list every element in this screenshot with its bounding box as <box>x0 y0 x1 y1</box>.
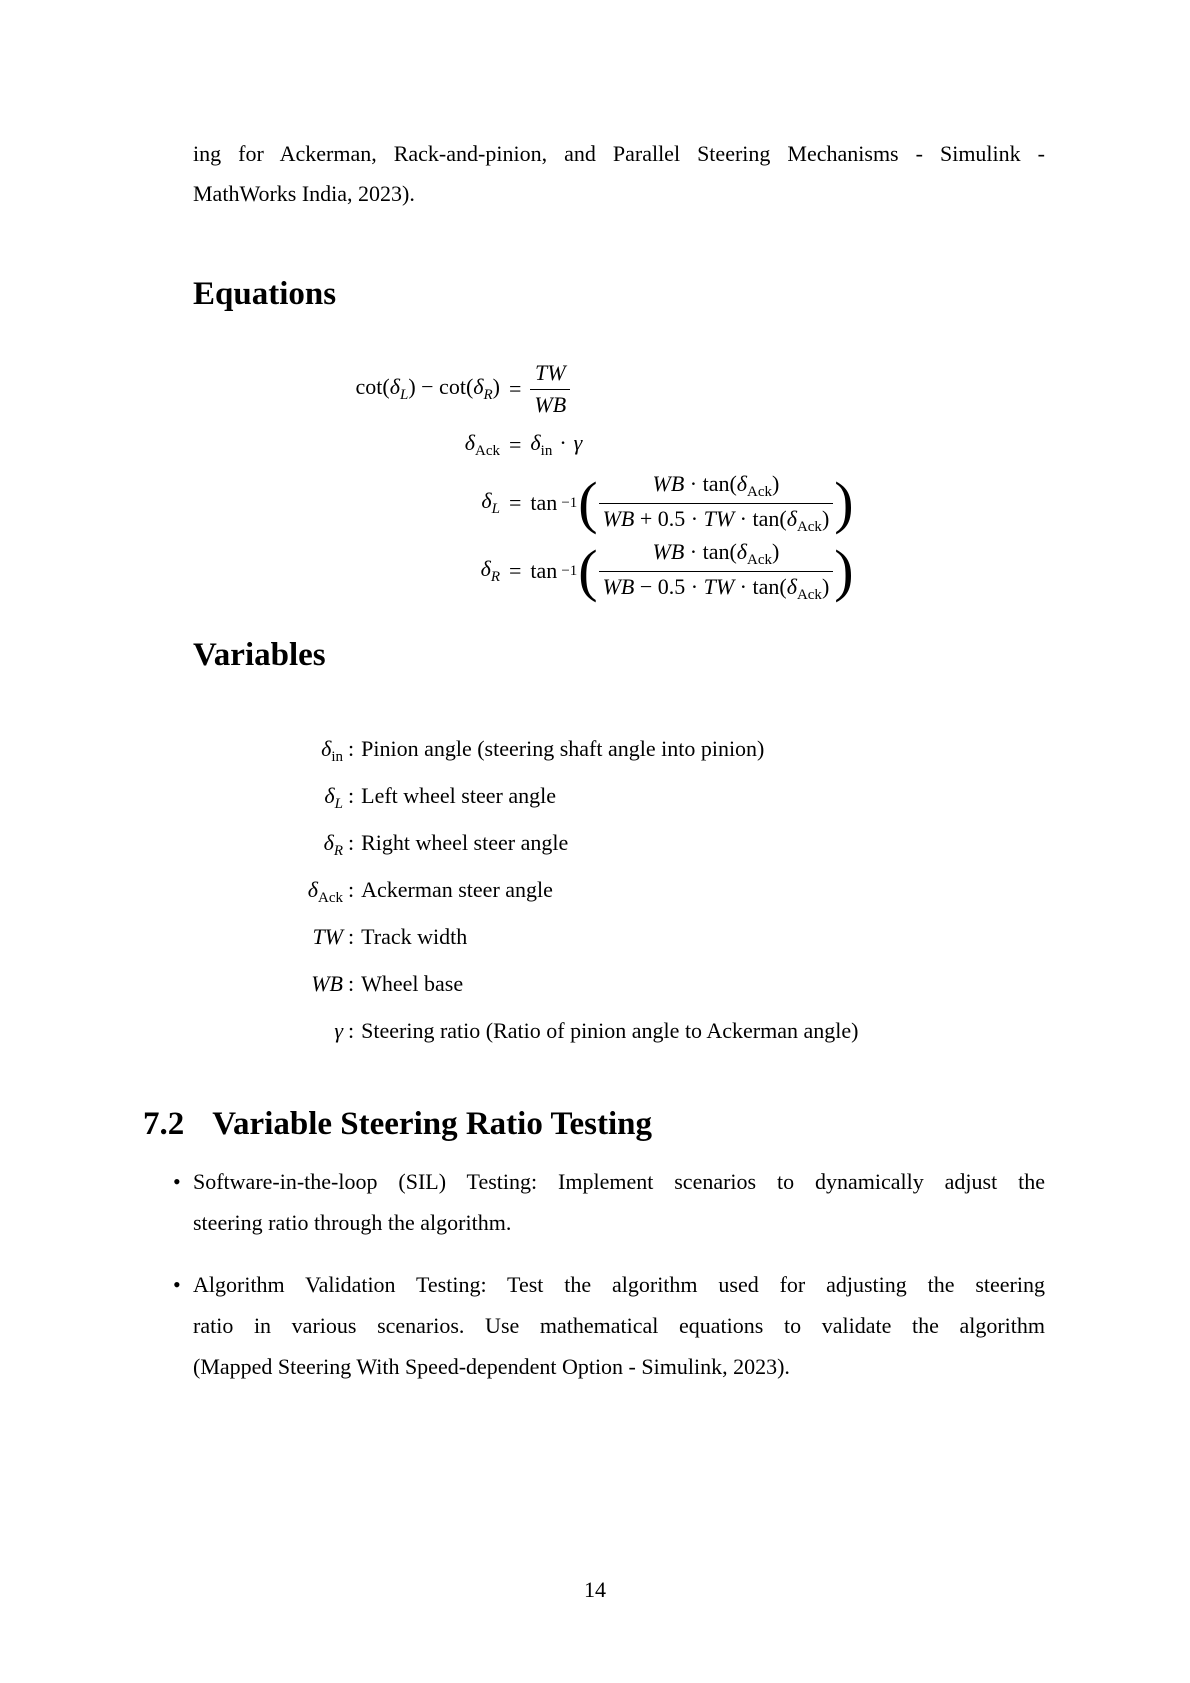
variable-row-track-width: TW : Track width <box>193 913 858 960</box>
equation-lhs: $\delta_L$ <box>481 488 500 517</box>
variables-list <box>193 725 858 1054</box>
page-number: 14 <box>584 1577 606 1602</box>
section-heading <box>143 1106 652 1142</box>
paragraph-line: ing for Ackerman, Rack-and-pinion, and Parallel Steering Mechanisms - Simulink - <box>193 141 1045 166</box>
variable-description: Wheel base <box>361 971 464 996</box>
variable-description: Track width <box>361 924 468 949</box>
variable-row-pinion-angle: $\delta_{in}$ : Pinion angle (steering shaft angle into pinion) <box>193 725 858 772</box>
bullet-line: steering ratio through the algorithm. <box>193 1210 512 1235</box>
variable-symbol: $\delta_{Ack}$ <box>307 877 343 906</box>
heading-equations: Equations <box>193 276 337 312</box>
equation-ackerman-angle <box>193 430 1013 460</box>
equation-lhs: $\delta_{Ack}$ <box>464 430 500 459</box>
paragraph-line: MathWorks India, 2023). <box>193 181 415 206</box>
section-title: Variable Steering Ratio Testing <box>212 1106 652 1142</box>
equation-cot-relation <box>193 360 1013 418</box>
bullet-line: (Mapped Steering With Speed-dependent Option - Simulink, 2023). <box>193 1354 790 1379</box>
variable-description: Steering ratio (Ratio of pinion angle to Ackerman angle) <box>361 1018 859 1043</box>
equation-lhs: $\delta_R$ <box>480 556 500 585</box>
heading-variables: Variables <box>193 637 326 673</box>
section-number: 7.2 <box>143 1106 185 1142</box>
fraction: $\frac{WB \cdot \tan(\delta_{Ack})}{WB + 0.5 \cdot TW \cdot \tan(\delta_{Ack})}$ <box>599 471 834 536</box>
bullet-marker: • <box>173 1169 181 1194</box>
bullet-item-sil-testing <box>173 1161 1045 1243</box>
variable-symbol: TW <box>312 924 343 949</box>
variable-description: Ackerman steer angle <box>361 877 553 902</box>
bullet-line: Software-in-the-loop (SIL) Testing: Implement scenarios to dynamically adjust the <box>193 1169 1045 1194</box>
equation-rhs: = tan −1 ( $\frac{WB \cdot \tan(\delta_{Ack})}{WB + 0.5 \cdot TW \cdot \tan(\delta_{Ack})}$ ) <box>509 470 854 535</box>
variable-symbol: WB <box>311 971 343 996</box>
variable-description: Left wheel steer angle <box>361 783 556 808</box>
bullet-item-algorithm-validation <box>173 1264 1045 1387</box>
bullet-marker: • <box>173 1272 181 1297</box>
variable-description: Right wheel steer angle <box>361 830 569 855</box>
fraction: $\frac{TW}{WB}$ <box>530 360 570 418</box>
equation-rhs: = tan −1 ( $\frac{WB \cdot \tan(\delta_{Ack})}{WB - 0.5 \cdot TW \cdot \tan(\delta_{Ack})}$ ) <box>509 538 854 603</box>
bullet-line: ratio in various scenarios. Use mathematical equations to validate the algorithm <box>193 1313 1045 1338</box>
equation-block <box>193 360 1013 604</box>
variable-row-steering-ratio: γ : Steering ratio (Ratio of pinion angle to Ackerman angle) <box>193 1007 858 1054</box>
equation-right-wheel <box>193 538 1013 604</box>
bullet-line: Algorithm Validation Testing: Test the algorithm used for adjusting the steering <box>193 1272 1045 1297</box>
variable-row-right-wheel: $\delta_R$ : Right wheel steer angle <box>193 819 858 866</box>
paragraph-continuation <box>193 134 1045 214</box>
variable-row-left-wheel: $\delta_L$ : Left wheel steer angle <box>193 772 858 819</box>
variable-row-ackerman-angle: $\delta_{Ack}$ : Ackerman steer angle <box>193 866 858 913</box>
variable-description: Pinion angle (steering shaft angle into pinion) <box>361 736 765 761</box>
equation-rhs: = $\frac{TW}{WB}$ <box>509 360 570 418</box>
variable-row-wheel-base: WB : Wheel base <box>193 960 858 1007</box>
variable-symbol: $\delta_R$ <box>323 830 343 859</box>
equation-rhs: = $\delta_{in} \cdot \gamma$ <box>509 430 583 459</box>
fraction: $\frac{WB \cdot \tan(\delta_{Ack})}{WB - 0.5 \cdot TW \cdot \tan(\delta_{Ack})}$ <box>599 539 834 604</box>
equation-lhs: $\cot(\delta_L) - \cot(\delta_R)$ <box>355 374 500 403</box>
variable-symbol: $\delta_L$ <box>324 783 343 812</box>
variable-symbol: $\delta_{in}$ <box>321 736 343 765</box>
variable-symbol: γ <box>334 1018 343 1043</box>
equation-left-wheel <box>193 470 1013 536</box>
